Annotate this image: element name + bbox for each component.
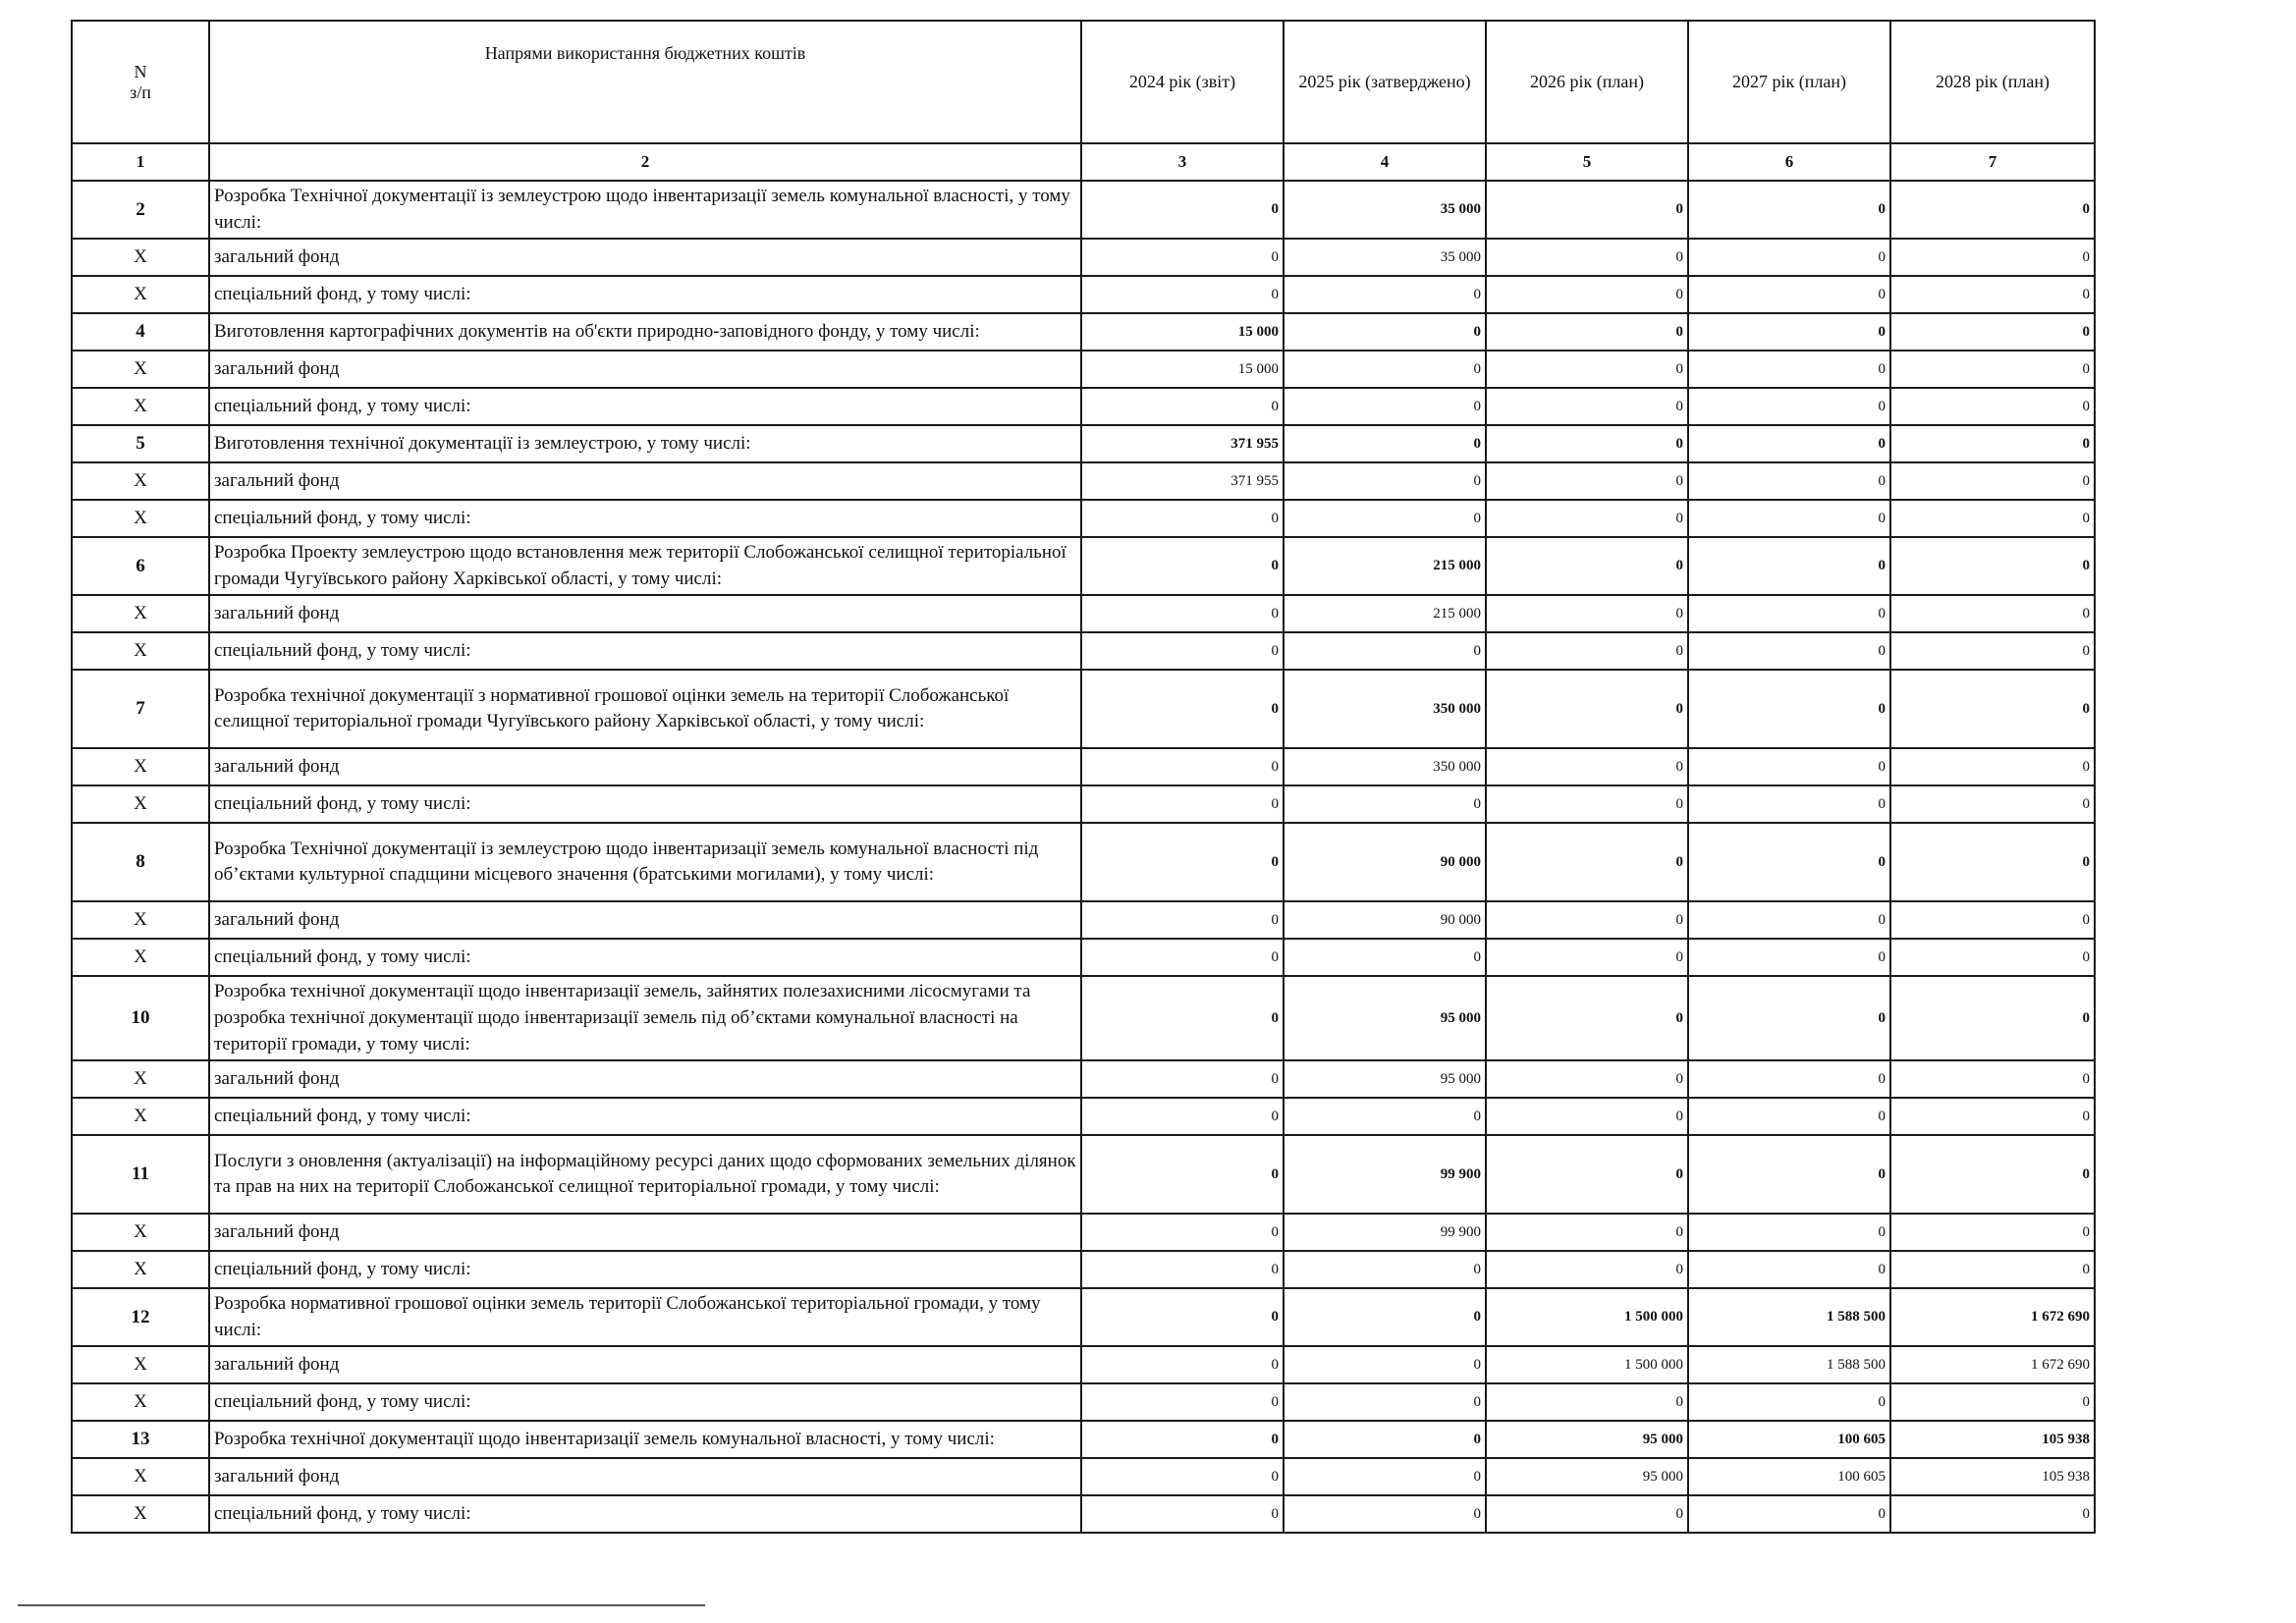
value-2026: 0 (1486, 1495, 1688, 1533)
value-2026: 0 (1486, 276, 1688, 313)
value-2024: 0 (1081, 632, 1284, 670)
table-row (72, 239, 2095, 276)
row-number: X (72, 351, 209, 388)
value-2026: 0 (1486, 239, 1688, 276)
value-2026: 0 (1486, 1098, 1688, 1135)
value-2024: 0 (1081, 1251, 1284, 1288)
row-description: спеціальний фонд, у тому числі: (209, 276, 1081, 313)
table-row (72, 1458, 2095, 1495)
value-2024: 0 (1081, 595, 1284, 632)
value-2028: 0 (1890, 823, 2095, 901)
row-number: X (72, 901, 209, 939)
value-2024: 0 (1081, 500, 1284, 537)
row-number: X (72, 1214, 209, 1251)
value-2027: 0 (1688, 500, 1890, 537)
row-description: Послуги з оновлення (актуалізації) на інформаційному ресурсі даних щодо сформованих земельних ділянок та прав на них на території Слобожанської селищної територіальної громади, у тому числі: (209, 1135, 1081, 1214)
header-2025: 2025 рік (затверджено) (1284, 21, 1486, 143)
value-2025: 215 000 (1284, 537, 1486, 595)
value-2024: 0 (1081, 181, 1284, 239)
value-2026: 0 (1486, 1214, 1688, 1251)
row-number: X (72, 1060, 209, 1098)
row-number: X (72, 1383, 209, 1421)
value-2024: 0 (1081, 1098, 1284, 1135)
value-2027: 0 (1688, 425, 1890, 462)
value-2026: 0 (1486, 181, 1688, 239)
value-2028: 0 (1890, 939, 2095, 976)
value-2024: 0 (1081, 823, 1284, 901)
table-row (72, 670, 2095, 748)
value-2024: 0 (1081, 1288, 1284, 1346)
column-index-row (72, 143, 2095, 181)
row-number: X (72, 500, 209, 537)
value-2024: 0 (1081, 239, 1284, 276)
value-2025: 90 000 (1284, 823, 1486, 901)
value-2026: 95 000 (1486, 1458, 1688, 1495)
value-2026: 0 (1486, 1060, 1688, 1098)
value-2027: 0 (1688, 388, 1890, 425)
value-2025: 99 900 (1284, 1135, 1486, 1214)
value-2027: 0 (1688, 976, 1890, 1060)
value-2028: 0 (1890, 1495, 2095, 1533)
value-2027: 100 605 (1688, 1458, 1890, 1495)
row-number: 10 (72, 976, 209, 1060)
value-2024: 0 (1081, 1346, 1284, 1383)
row-description: Виготовлення технічної документації із землеустрою, у тому числі: (209, 425, 1081, 462)
column-index: 2 (209, 143, 1081, 181)
value-2025: 0 (1284, 1421, 1486, 1458)
row-number: 11 (72, 1135, 209, 1214)
value-2028: 0 (1890, 1135, 2095, 1214)
value-2026: 0 (1486, 595, 1688, 632)
table-row (72, 1383, 2095, 1421)
value-2026: 0 (1486, 1383, 1688, 1421)
row-number: X (72, 1458, 209, 1495)
row-number: X (72, 1495, 209, 1533)
page-bottom-line (18, 1604, 705, 1606)
column-index: 7 (1890, 143, 2095, 181)
row-description: Розробка технічної документації з нормативної грошової оцінки земель на території Слобожанської селищної територіальної громади Чугуївського району Харківської області, у тому числі: (209, 670, 1081, 748)
table-row (72, 1421, 2095, 1458)
value-2024: 0 (1081, 939, 1284, 976)
row-description: спеціальний фонд, у тому числі: (209, 1098, 1081, 1135)
value-2027: 0 (1688, 1383, 1890, 1421)
value-2027: 1 588 500 (1688, 1346, 1890, 1383)
value-2024: 0 (1081, 1214, 1284, 1251)
value-2026: 0 (1486, 313, 1688, 351)
column-index: 3 (1081, 143, 1284, 181)
row-description: загальний фонд (209, 239, 1081, 276)
value-2024: 0 (1081, 1060, 1284, 1098)
row-description: Виготовлення картографічних документів на об'єкти природно-заповідного фонду, у тому числі: (209, 313, 1081, 351)
value-2027: 1 588 500 (1688, 1288, 1890, 1346)
row-description: спеціальний фонд, у тому числі: (209, 632, 1081, 670)
row-number: X (72, 462, 209, 500)
value-2025: 0 (1284, 425, 1486, 462)
value-2027: 0 (1688, 181, 1890, 239)
value-2028: 0 (1890, 1098, 2095, 1135)
value-2025: 0 (1284, 1458, 1486, 1495)
value-2025: 0 (1284, 1288, 1486, 1346)
column-index: 6 (1688, 143, 1890, 181)
value-2027: 0 (1688, 1214, 1890, 1251)
value-2024: 15 000 (1081, 313, 1284, 351)
row-number: X (72, 276, 209, 313)
value-2027: 0 (1688, 632, 1890, 670)
value-2027: 0 (1688, 537, 1890, 595)
row-number: X (72, 785, 209, 823)
header-row (72, 21, 2095, 143)
value-2028: 0 (1890, 351, 2095, 388)
value-2028: 1 672 690 (1890, 1346, 2095, 1383)
value-2026: 0 (1486, 351, 1688, 388)
value-2027: 0 (1688, 823, 1890, 901)
value-2025: 0 (1284, 1495, 1486, 1533)
header-direction: Напрями використання бюджетних коштів (209, 21, 1081, 143)
row-description: Розробка нормативної грошової оцінки земель території Слобожанської територіальної громади, у тому числі: (209, 1288, 1081, 1346)
row-description: Розробка Технічної документації із землеустрою щодо інвентаризації земель комунальної власності під об’єктами культурної спадщини місцевого значення (братськими могилами), у тому числі: (209, 823, 1081, 901)
value-2025: 95 000 (1284, 976, 1486, 1060)
row-number: 4 (72, 313, 209, 351)
row-number: 7 (72, 670, 209, 748)
value-2025: 0 (1284, 785, 1486, 823)
header-2026: 2026 рік (план) (1486, 21, 1688, 143)
table-row (72, 462, 2095, 500)
row-number: 2 (72, 181, 209, 239)
value-2027: 0 (1688, 313, 1890, 351)
value-2027: 0 (1688, 239, 1890, 276)
value-2028: 0 (1890, 748, 2095, 785)
value-2024: 0 (1081, 1458, 1284, 1495)
row-number: 5 (72, 425, 209, 462)
value-2024: 0 (1081, 537, 1284, 595)
row-number: X (72, 1098, 209, 1135)
value-2025: 0 (1284, 388, 1486, 425)
row-description: Розробка Технічної документації із землеустрою щодо інвентаризації земель комунальної власності, у тому числі: (209, 181, 1081, 239)
value-2028: 0 (1890, 537, 2095, 595)
header-2027: 2027 рік (план) (1688, 21, 1890, 143)
row-description: загальний фонд (209, 1458, 1081, 1495)
value-2028: 0 (1890, 276, 2095, 313)
row-number: X (72, 388, 209, 425)
column-index: 4 (1284, 143, 1486, 181)
row-description: спеціальний фонд, у тому числі: (209, 388, 1081, 425)
value-2026: 0 (1486, 1251, 1688, 1288)
value-2026: 0 (1486, 462, 1688, 500)
column-index: 5 (1486, 143, 1688, 181)
value-2027: 0 (1688, 1098, 1890, 1135)
value-2027: 0 (1688, 670, 1890, 748)
value-2026: 0 (1486, 901, 1688, 939)
row-description: загальний фонд (209, 595, 1081, 632)
value-2024: 0 (1081, 976, 1284, 1060)
header-num: N з/п (72, 21, 209, 143)
value-2027: 0 (1688, 939, 1890, 976)
value-2025: 0 (1284, 1251, 1486, 1288)
value-2027: 0 (1688, 1135, 1890, 1214)
value-2027: 0 (1688, 748, 1890, 785)
value-2024: 0 (1081, 1421, 1284, 1458)
value-2028: 0 (1890, 1251, 2095, 1288)
table-body (72, 181, 2095, 1533)
table-row (72, 537, 2095, 595)
value-2027: 0 (1688, 276, 1890, 313)
value-2027: 0 (1688, 1251, 1890, 1288)
value-2026: 0 (1486, 632, 1688, 670)
value-2024: 0 (1081, 670, 1284, 748)
value-2028: 0 (1890, 595, 2095, 632)
value-2028: 0 (1890, 313, 2095, 351)
value-2025: 0 (1284, 276, 1486, 313)
value-2025: 215 000 (1284, 595, 1486, 632)
table-row (72, 901, 2095, 939)
value-2028: 0 (1890, 901, 2095, 939)
value-2024: 371 955 (1081, 462, 1284, 500)
table-row (72, 632, 2095, 670)
value-2024: 371 955 (1081, 425, 1284, 462)
row-description: спеціальний фонд, у тому числі: (209, 1383, 1081, 1421)
value-2024: 0 (1081, 785, 1284, 823)
value-2027: 0 (1688, 462, 1890, 500)
table-row (72, 1214, 2095, 1251)
value-2028: 0 (1890, 670, 2095, 748)
value-2028: 0 (1890, 181, 2095, 239)
value-2027: 0 (1688, 351, 1890, 388)
value-2024: 0 (1081, 901, 1284, 939)
row-description: спеціальний фонд, у тому числі: (209, 939, 1081, 976)
value-2024: 0 (1081, 1495, 1284, 1533)
table-row (72, 785, 2095, 823)
row-number: 8 (72, 823, 209, 901)
row-description: Розробка Проекту землеустрою щодо встановлення меж території Слобожанської селищної територіальної громади Чугуївського району Харківської області, у тому числі: (209, 537, 1081, 595)
row-number: 6 (72, 537, 209, 595)
row-description: Розробка технічної документації щодо інвентаризації земель комунальної власності, у тому числі: (209, 1421, 1081, 1458)
row-number: X (72, 1346, 209, 1383)
row-description: спеціальний фонд, у тому числі: (209, 1495, 1081, 1533)
value-2026: 1 500 000 (1486, 1288, 1688, 1346)
value-2027: 0 (1688, 785, 1890, 823)
value-2026: 0 (1486, 823, 1688, 901)
table-row (72, 1135, 2095, 1214)
row-description: Розробка технічної документації щодо інвентаризації земель, зайнятих полезахисними лісосмугами та розробка технічної документації щодо інвентаризації земель під об’єктами комунальної власності на території громади, у тому числі: (209, 976, 1081, 1060)
row-description: загальний фонд (209, 462, 1081, 500)
value-2028: 105 938 (1890, 1458, 2095, 1495)
value-2028: 0 (1890, 425, 2095, 462)
value-2028: 0 (1890, 1214, 2095, 1251)
value-2026: 0 (1486, 785, 1688, 823)
row-description: загальний фонд (209, 1060, 1081, 1098)
value-2026: 0 (1486, 1135, 1688, 1214)
row-number: 12 (72, 1288, 209, 1346)
value-2024: 0 (1081, 388, 1284, 425)
value-2024: 0 (1081, 1135, 1284, 1214)
value-2026: 0 (1486, 939, 1688, 976)
table-row (72, 425, 2095, 462)
row-number: X (72, 239, 209, 276)
table-row (72, 1251, 2095, 1288)
value-2028: 0 (1890, 462, 2095, 500)
value-2025: 0 (1284, 462, 1486, 500)
value-2025: 350 000 (1284, 670, 1486, 748)
value-2026: 0 (1486, 388, 1688, 425)
row-description: загальний фонд (209, 1214, 1081, 1251)
row-description: загальний фонд (209, 1346, 1081, 1383)
table-row (72, 976, 2095, 1060)
value-2026: 0 (1486, 425, 1688, 462)
value-2028: 0 (1890, 1383, 2095, 1421)
value-2025: 0 (1284, 1383, 1486, 1421)
table-row (72, 1098, 2095, 1135)
value-2024: 15 000 (1081, 351, 1284, 388)
value-2025: 35 000 (1284, 239, 1486, 276)
table-row (72, 181, 2095, 239)
value-2026: 0 (1486, 537, 1688, 595)
value-2026: 0 (1486, 976, 1688, 1060)
table-row (72, 595, 2095, 632)
table-row (72, 388, 2095, 425)
value-2027: 0 (1688, 595, 1890, 632)
value-2026: 0 (1486, 748, 1688, 785)
value-2026: 0 (1486, 500, 1688, 537)
value-2026: 95 000 (1486, 1421, 1688, 1458)
table-row (72, 1060, 2095, 1098)
value-2028: 0 (1890, 976, 2095, 1060)
value-2024: 0 (1081, 748, 1284, 785)
value-2025: 99 900 (1284, 1214, 1486, 1251)
table-row (72, 1288, 2095, 1346)
value-2025: 0 (1284, 313, 1486, 351)
row-description: спеціальний фонд, у тому числі: (209, 500, 1081, 537)
value-2028: 0 (1890, 785, 2095, 823)
column-index: 1 (72, 143, 209, 181)
table-row (72, 823, 2095, 901)
value-2026: 0 (1486, 670, 1688, 748)
value-2026: 1 500 000 (1486, 1346, 1688, 1383)
value-2025: 0 (1284, 1346, 1486, 1383)
row-number: X (72, 595, 209, 632)
value-2025: 0 (1284, 632, 1486, 670)
value-2025: 95 000 (1284, 1060, 1486, 1098)
row-description: загальний фонд (209, 351, 1081, 388)
table-row (72, 1346, 2095, 1383)
value-2024: 0 (1081, 1383, 1284, 1421)
value-2027: 0 (1688, 901, 1890, 939)
value-2028: 0 (1890, 632, 2095, 670)
row-number: 13 (72, 1421, 209, 1458)
table-row (72, 748, 2095, 785)
table-row (72, 1495, 2095, 1533)
value-2025: 0 (1284, 939, 1486, 976)
row-number: X (72, 748, 209, 785)
value-2025: 0 (1284, 351, 1486, 388)
table-row (72, 313, 2095, 351)
row-number: X (72, 939, 209, 976)
value-2025: 35 000 (1284, 181, 1486, 239)
budget-table-sheet (71, 20, 2096, 1534)
value-2024: 0 (1081, 276, 1284, 313)
value-2028: 0 (1890, 388, 2095, 425)
budget-table (71, 20, 2096, 1534)
row-description: загальний фонд (209, 901, 1081, 939)
table-row (72, 276, 2095, 313)
value-2027: 0 (1688, 1495, 1890, 1533)
value-2027: 100 605 (1688, 1421, 1890, 1458)
value-2025: 0 (1284, 1098, 1486, 1135)
header-2028: 2028 рік (план) (1890, 21, 2095, 143)
row-description: спеціальний фонд, у тому числі: (209, 785, 1081, 823)
table-row (72, 500, 2095, 537)
value-2028: 0 (1890, 239, 2095, 276)
header-2024: 2024 рік (звіт) (1081, 21, 1284, 143)
value-2028: 1 672 690 (1890, 1288, 2095, 1346)
value-2028: 105 938 (1890, 1421, 2095, 1458)
row-description: загальний фонд (209, 748, 1081, 785)
row-description: спеціальний фонд, у тому числі: (209, 1251, 1081, 1288)
row-number: X (72, 1251, 209, 1288)
value-2025: 0 (1284, 500, 1486, 537)
table-row (72, 939, 2095, 976)
row-number: X (72, 632, 209, 670)
value-2027: 0 (1688, 1060, 1890, 1098)
value-2028: 0 (1890, 1060, 2095, 1098)
value-2025: 90 000 (1284, 901, 1486, 939)
value-2025: 350 000 (1284, 748, 1486, 785)
table-row (72, 351, 2095, 388)
value-2028: 0 (1890, 500, 2095, 537)
